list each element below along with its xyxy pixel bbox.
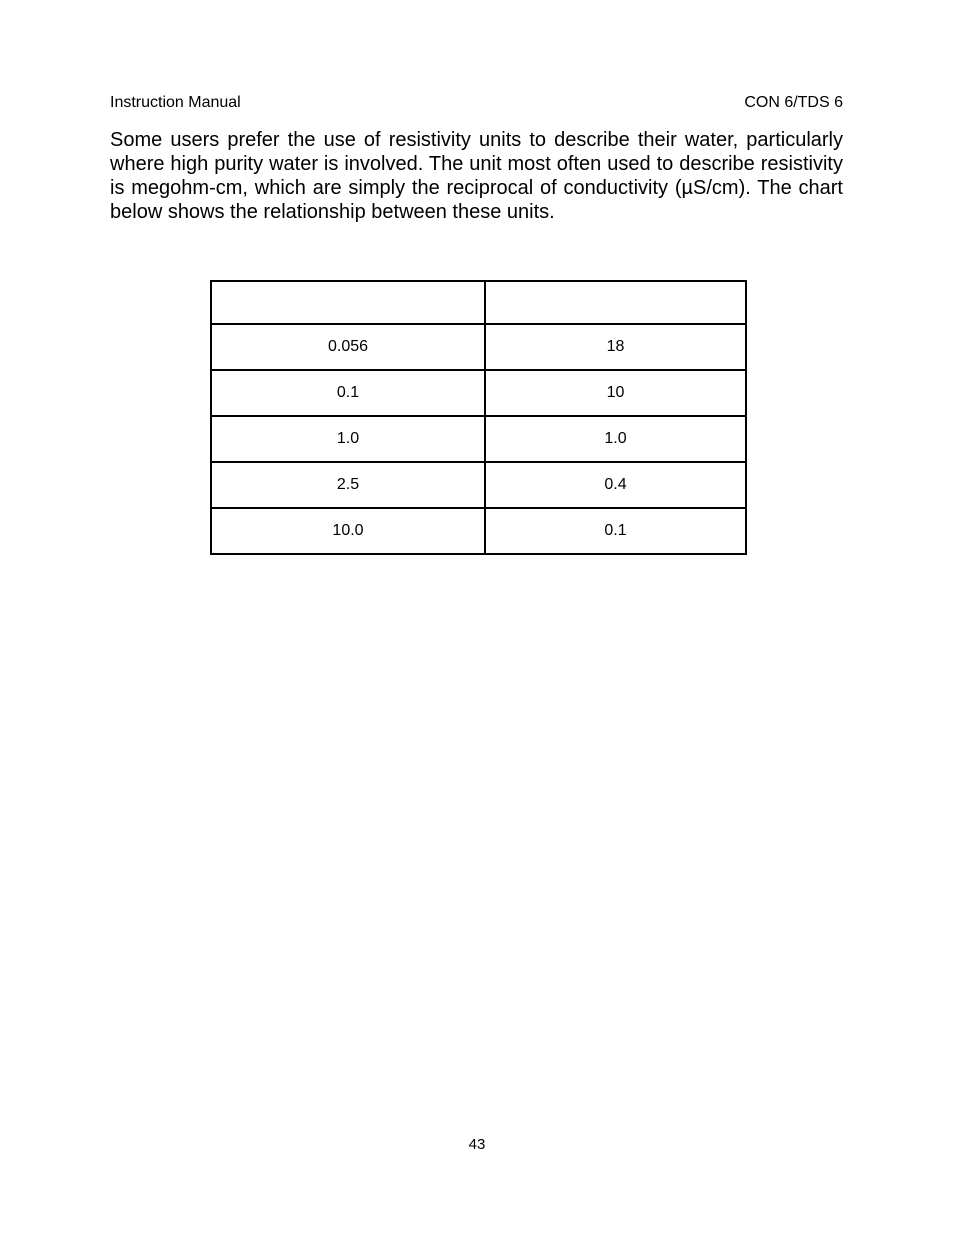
table-cell-conductivity: 0.1 <box>211 370 485 416</box>
table-header-cell-resistivity <box>485 281 746 324</box>
page-number: 43 <box>468 1136 486 1153</box>
table-cell-conductivity: 1.0 <box>211 416 485 462</box>
header-manual-title: Instruction Manual <box>110 94 241 111</box>
table-row <box>211 416 746 462</box>
table-header-cell-conductivity <box>211 281 485 324</box>
table-header-row <box>211 281 746 324</box>
table-row <box>211 370 746 416</box>
table-cell-resistivity: 18 <box>485 324 746 370</box>
table-cell-conductivity: 10.0 <box>211 508 485 554</box>
header-model-name: CON 6/TDS 6 <box>744 94 843 111</box>
table-cell-conductivity: 2.5 <box>211 462 485 508</box>
body-paragraph: Some users prefer the use of resistivity units to describe their water, particularly where high purity water is involved. The unit most often used to describe resistivity is megohm-cm, which are simply the reciprocal of conductivity (µS/cm). The chart below shows the relationship between these units. <box>110 129 843 223</box>
table-row <box>211 324 746 370</box>
table-row <box>211 508 746 554</box>
table-cell-resistivity: 10 <box>485 370 746 416</box>
table-cell-resistivity: 1.0 <box>485 416 746 462</box>
conductivity-resistivity-table <box>210 280 747 555</box>
table-row <box>211 462 746 508</box>
table-cell-conductivity: 0.056 <box>211 324 485 370</box>
table-cell-resistivity: 0.1 <box>485 508 746 554</box>
table-cell-resistivity: 0.4 <box>485 462 746 508</box>
